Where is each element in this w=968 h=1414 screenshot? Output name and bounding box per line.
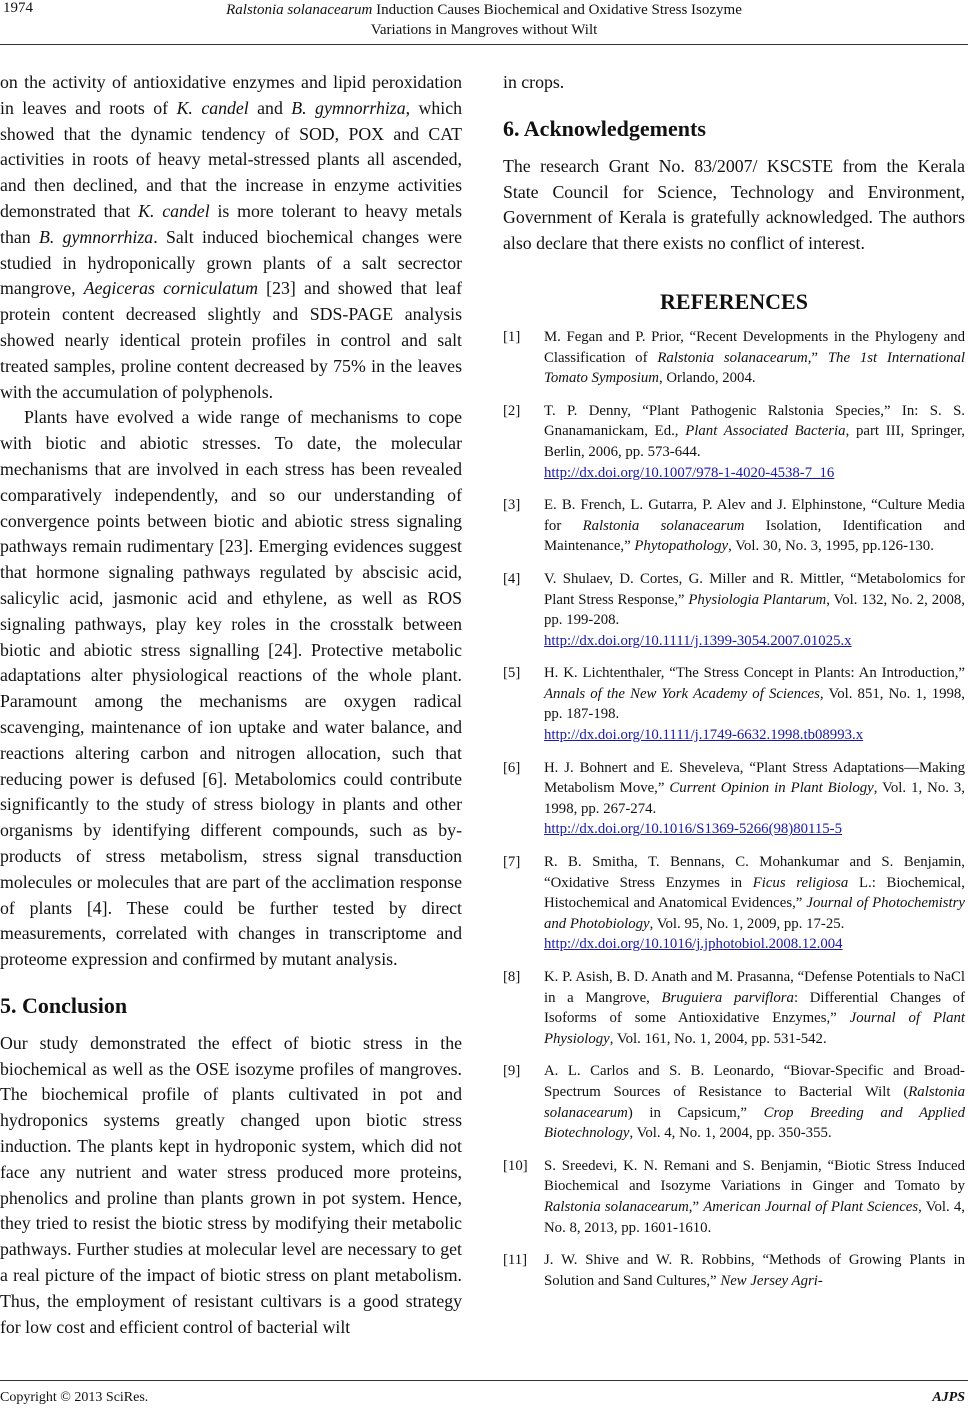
- reference-link[interactable]: http://dx.doi.org/10.1111/j.1399-3054.2007.01025.x: [544, 632, 852, 649]
- running-title-line2: Variations in Mangroves without Wilt: [370, 22, 598, 38]
- reference-item: [10] S. Sreedevi, K. N. Remani and S. Benjamin, “Biotic Stress Induced Biochemical and Isozyme Variations in Ginger and Tomato by Ralstonia solanacearum,” American Journal of Plant Sciences, Vol. 4, No. 8, 2013, pp. 1601-1610.: [503, 1157, 966, 1236]
- left-column: [0, 70, 462, 1340]
- references-heading: REFERENCES: [660, 288, 808, 314]
- page-header: [0, 0, 968, 44]
- reference-link[interactable]: http://dx.doi.org/10.1007/978-1-4020-4538-7_16: [544, 464, 835, 481]
- reference-item: [3] E. B. French, L. Gutarra, P. Alev and J. Elphinstone, “Culture Media for Ralstonia solanacearum Isolation, Identification and Maintenance,” Phytopathology, Vol. 30, No. 3, 1995, pp.126-130.: [503, 497, 965, 555]
- header-divider: [0, 44, 968, 45]
- reference-item: [9] A. L. Carlos and S. B. Leonardo, “Biovar-Specific and Broad-Spectrum Sources of Resistance to Bacterial Wilt (Ralstonia solanacearum) in Capsicum,” Crop Breeding and Applied Biotechnology, Vol. 4, No. 1, 2004, pp. 350-355.: [503, 1063, 965, 1142]
- running-title-rest: Induction Causes Biochemical and Oxidative Stress Isozyme: [372, 2, 742, 18]
- footer-divider: [0, 1380, 968, 1381]
- reference-link[interactable]: http://dx.doi.org/10.1016/j.jphotobiol.2008.12.004: [544, 936, 843, 953]
- paragraph-mechanisms: Plants have evolved a wide range of mechanisms to cope with biotic and abiotic stresses. To date, the molecular mechanisms that are involved in each stress has been revealed comparatively independently, and so our understanding of convergence points between biotic and abiotic stress signaling pathways remain rudimentary [23]. Emerging evidences suggest that hormone signaling pathways regulated by abscisic acid, salicylic acid, jasmonic acid and ethylene, as well as ROS signaling pathways, play key roles in the crosstalk between biotic and abiotic stress signalling [24]. Protective metabolic adaptations alter physiological reactions of the whole plant. Paramount among the mechanisms are oxygen radical scavenging, maintenance of ion uptake and water balance, and reactions altering carbon and nitrogen allocation, such that reducing power is defused [6]. Metabolomics could contribute significantly to the study of stress biology in plants and other organisms by identifying different compounds, such as by-products of stress metabolism, stress signal transduction molecules or molecules that are part of the acclimation response of plants [4]. These could be further tested by direct measurements, correlated with changes in transcriptome and proteome expression and confirmed by mutant analysis.: [0, 407, 462, 970]
- reference-link[interactable]: http://dx.doi.org/10.1111/j.1749-6632.1998.tb08993.x: [544, 727, 864, 744]
- paragraph-antioxidative: on the activity of antioxidative enzymes and lipid peroxidation in leaves and roots of K. candel and B. gymnorrhiza, which showed that the dynamic tendency of SOD, POX and CAT activities in roots of heavy metal-stressed plants all ascended, and then declined, and that the increase in enzyme activities demonstrated that K. candel is more tolerant to heavy metals than B. gymnorrhiza. Salt induced biochemical changes were studied in hydroponically grown plants of a salt secrector mangrove, Aegiceras corniculatum [23] and showed that leaf protein content decreased slightly and SDS-PAGE analysis showed nearly identical protein profiles in control and salt treated samples, proline content decreased by 75% in the leaves with the accumulation of polyphenols.: [0, 72, 463, 402]
- reference-item: [1] M. Fegan and P. Prior, “Recent Developments in the Phylogeny and Classification of Ralstonia solanacearum,” The 1st International Tomato Symposium, Orlando, 2004.: [503, 328, 966, 387]
- acknowledgements-paragraph: The research Grant No. 83/2007/ KSCSTE from the Kerala State Council for Science, Technology and Environment, Government of Kerala is gratefully acknowledged. The authors also declare that there exists no conflict of interest.: [503, 155, 965, 254]
- conclusion-heading: 5. Conclusion: [0, 992, 128, 1018]
- conclusion-paragraph: Our study demonstrated the effect of biotic stress in the biochemical as well as the OSE isozyme profiles of mangroves. The biochemical profile of plants cultivated in pot and hydroponics systems greatly changed upon biotic stress induction. The plants kept in hydroponic system, which did not face any nutrient and water stress produced more proteins, phenolics and proline than plants grown in pot system. Hence, they tried to resist the biotic stress by modifying their metabolic pathways. Further studies at molecular level are necessary to get a real picture of the impact of biotic stress on plant metabolism. Thus, the employment of resistant cultivars is a good strategy for low cost and efficient control of bacterial wilt: [0, 1032, 462, 1337]
- page-footer: [0, 1390, 968, 1410]
- reference-item: [2] T. P. Denny, “Plant Pathogenic Ralstonia Species,” In: S. S. Gnanamanickam, Ed., Plant Associated Bacteria, part III, Springer, Berlin, 2006, pp. 573-644. http://dx.doi.org/10.1007/978-1-4020-4538-7_16: [503, 401, 965, 483]
- page-number: 1974: [3, 0, 33, 16]
- reference-item: [8] K. P. Asish, B. D. Anath and M. Prasanna, “Defense Potentials to NaCl in a Mangrove, Bruguiera parviflora: Differential Changes of Isoforms of some Antioxidative Enzymes,” Journal of Plant Physiology, Vol. 161, No. 1, 2004, pp. 531-542.: [503, 969, 966, 1047]
- reference-item: [4] V. Shulaev, D. Cortes, G. Miller and R. Mittler, “Metabolomics for Plant Stress Response,” Physiologia Plantarum, Vol. 132, No. 2, 2008, pp. 199-208. http://dx.doi.org/10.1111/j.1399-3054.2007.01025.x: [503, 569, 965, 651]
- right-column: [503, 70, 965, 1303]
- running-title: [120, 0, 848, 40]
- reference-item: [11] J. W. Shive and W. R. Robbins, “Methods of Growing Plants in Solution and Sand Cultures,” New Jersey Agri-: [503, 1252, 965, 1289]
- reference-link[interactable]: http://dx.doi.org/10.1016/S1369-5266(98)80115-5: [544, 821, 842, 838]
- running-title-italic: Ralstonia solanacearum: [226, 2, 373, 18]
- copyright-text: Copyright © 2013 SciRes.: [0, 1390, 149, 1405]
- reference-item: [6] H. J. Bohnert and E. Sheveleva, “Plant Stress Adaptations—Making Metabolism Move,” Current Opinion in Plant Biology, Vol. 1, No. 3, 1998, pp. 267-274. http://dx.doi.org/10.1016/S1369-5266(98)80115-5: [503, 758, 965, 840]
- continuation-text: in crops.: [503, 72, 565, 92]
- journal-abbreviation: AJPS: [932, 1390, 965, 1405]
- acknowledgements-heading: 6. Acknowledgements: [503, 115, 706, 141]
- reference-item: [7] R. B. Smitha, T. Bennans, C. Mohankumar and S. Benjamin, “Oxidative Stress Enzymes in Ficus religiosa L.: Biochemical, Histochemical and Anatomical Evidences,” Journal of Photochemistry and Photobiology, Vol. 95, No. 1, 2009, pp. 17-25. http://dx.doi.org/10.1016/j.jphotobiol.2008.12.004: [503, 852, 965, 955]
- reference-item: [5] H. K. Lichtenthaler, “The Stress Concept in Plants: An Introduction,” Annals of the New York Academy of Sciences, Vol. 851, No. 1, 1998, pp. 187-198. http://dx.doi.org/10.1111/j.1749-6632.1998.tb08993.x: [503, 663, 965, 745]
